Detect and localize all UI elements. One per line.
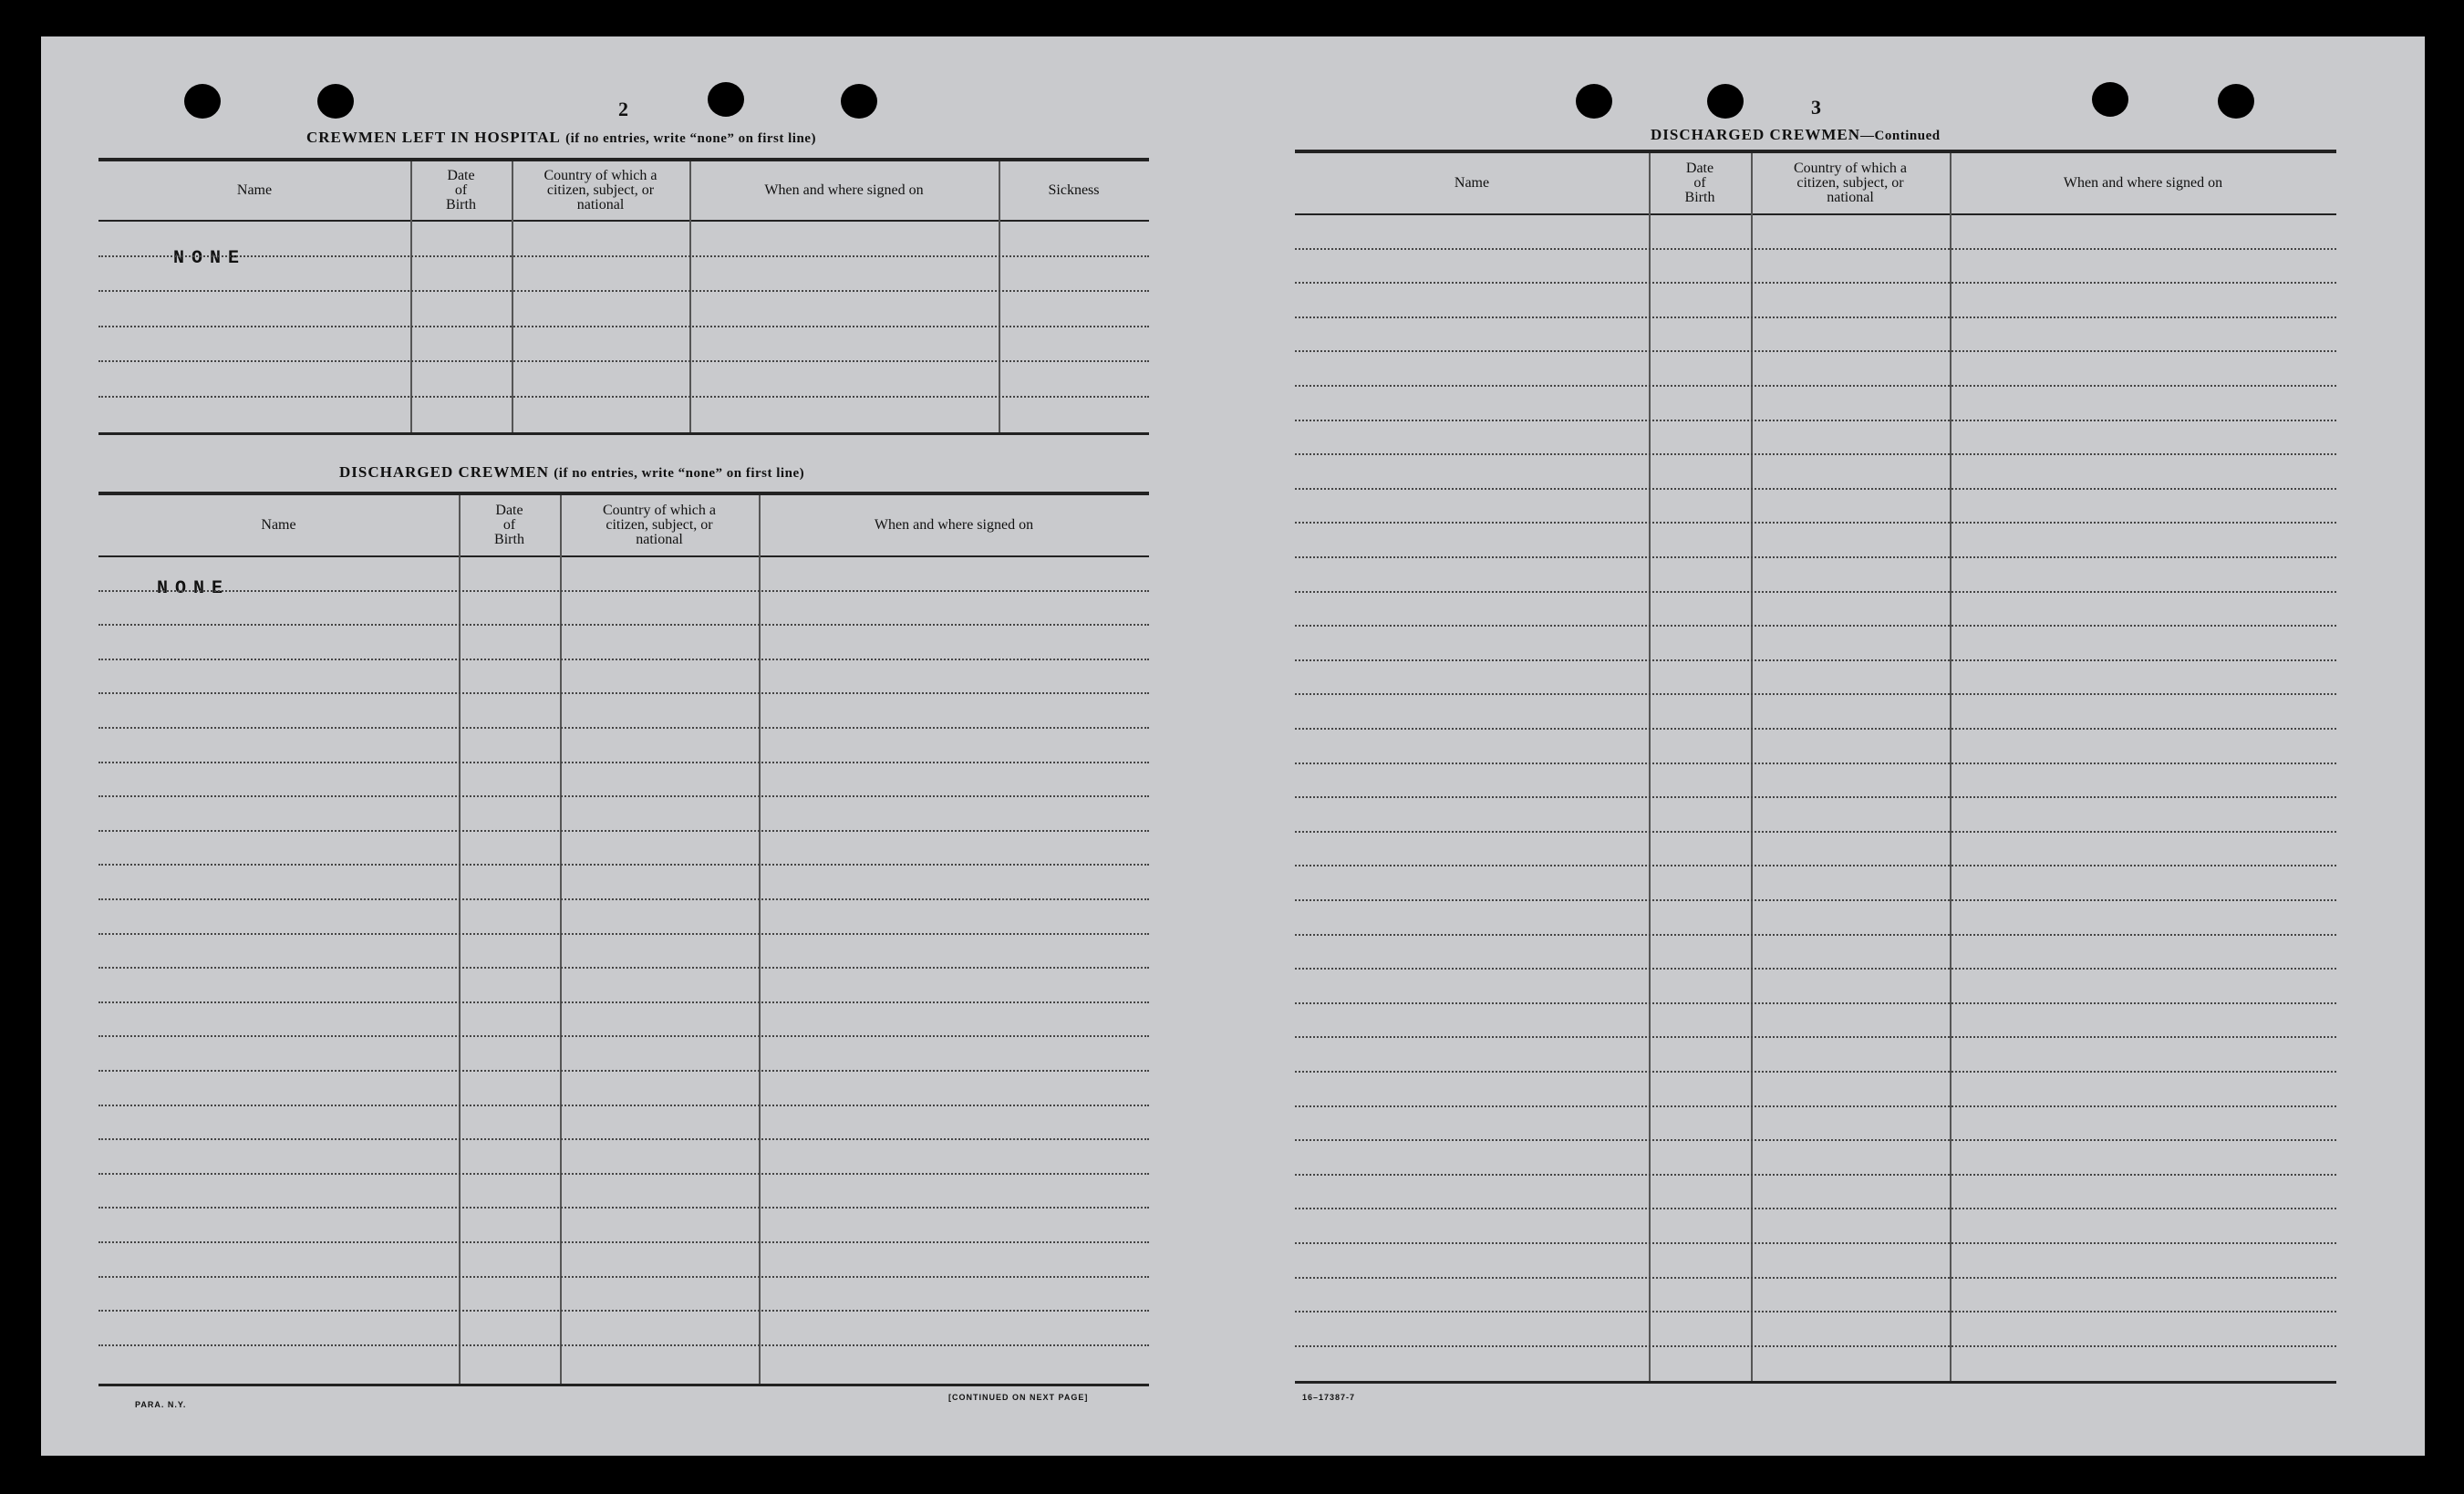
right-row-line xyxy=(1295,796,2336,798)
punch-hole xyxy=(2218,84,2254,119)
right-column-header: Date of Birth xyxy=(1684,161,1715,205)
right-row-line xyxy=(1295,488,2336,490)
discharged-row-line xyxy=(98,933,1149,935)
hospital-row-line xyxy=(98,360,1149,362)
discharged-row-line xyxy=(98,1105,1149,1106)
discharged-top-rule xyxy=(98,492,1149,495)
discharged-row-line xyxy=(98,1207,1149,1209)
punch-hole xyxy=(841,84,877,119)
right-row-line xyxy=(1295,1277,2336,1279)
hospital-title-text: CREWMEN LEFT IN HOSPITAL xyxy=(306,129,561,146)
hospital-column-header: When and where signed on xyxy=(764,182,924,198)
right-footer-form-number: 16–17387-7 xyxy=(1302,1393,1356,1402)
hospital-row-line xyxy=(98,396,1149,398)
discharged-row-line xyxy=(98,692,1149,694)
discharged-first-entry: NONE xyxy=(157,578,231,599)
right-row-line xyxy=(1295,248,2336,250)
right-row-line xyxy=(1295,1345,2336,1347)
hospital-bottom-rule xyxy=(98,432,1149,435)
right-row-line xyxy=(1295,1208,2336,1209)
discharged-row-line xyxy=(98,967,1149,969)
right-row-line xyxy=(1295,1071,2336,1073)
right-column-header: Name xyxy=(1454,175,1490,191)
right-row-line xyxy=(1295,728,2336,730)
discharged-row-line xyxy=(98,1241,1149,1243)
right-row-line xyxy=(1295,453,2336,455)
punch-hole xyxy=(1576,84,1612,119)
right-column-divider xyxy=(1649,153,1651,1381)
discharged-row-line xyxy=(98,1001,1149,1003)
hospital-column-header: Date of Birth xyxy=(446,168,476,213)
discharged-row-line xyxy=(98,864,1149,866)
right-row-line xyxy=(1295,556,2336,558)
right-title-text: DISCHARGED CREWMEN xyxy=(1651,126,1861,143)
right-row-line xyxy=(1295,385,2336,387)
right-row-line xyxy=(1295,1002,2336,1004)
right-column-header: Country of which a citizen, subject, or national xyxy=(1794,161,1907,205)
discharged-column-header: Country of which a citizen, subject, or national xyxy=(603,503,716,547)
discharged-section-title xyxy=(339,463,804,482)
right-row-line xyxy=(1295,1242,2336,1244)
discharged-row-line xyxy=(98,1173,1149,1175)
right-bottom-rule xyxy=(1295,1381,2336,1384)
discharged-title-text: DISCHARGED CREWMEN xyxy=(339,463,550,481)
hospital-column-header: Country of which a citizen, subject, or national xyxy=(544,168,657,213)
discharged-column-divider xyxy=(459,495,461,1384)
hospital-header-rule xyxy=(98,220,1149,222)
discharged-column-header: When and where signed on xyxy=(874,517,1034,533)
hospital-row-line xyxy=(98,326,1149,327)
right-row-line xyxy=(1295,282,2336,284)
right-row-line xyxy=(1295,316,2336,318)
right-row-line xyxy=(1295,865,2336,866)
punch-hole xyxy=(708,82,744,117)
discharged-row-line xyxy=(98,727,1149,729)
right-column-divider xyxy=(1751,153,1753,1381)
hospital-first-entry: NONE xyxy=(173,248,247,269)
discharged-row-line xyxy=(98,762,1149,763)
discharged-column-header: Date of Birth xyxy=(494,503,524,547)
discharged-bottom-rule xyxy=(98,1384,1149,1386)
right-row-line xyxy=(1295,763,2336,764)
right-row-line xyxy=(1295,934,2336,936)
discharged-row-line xyxy=(98,1344,1149,1346)
discharged-row-line xyxy=(98,659,1149,660)
discharged-row-line xyxy=(98,1070,1149,1072)
right-row-line xyxy=(1295,350,2336,352)
punch-hole xyxy=(2092,82,2128,117)
right-column-header: When and where signed on xyxy=(2063,175,2223,191)
discharged-row-line xyxy=(98,898,1149,900)
right-title-suffix: —Continued xyxy=(1860,129,1941,143)
hospital-top-rule xyxy=(98,158,1149,161)
right-row-line xyxy=(1295,420,2336,421)
right-row-line xyxy=(1295,1311,2336,1312)
right-row-line xyxy=(1295,1174,2336,1176)
left-footer-continued: [CONTINUED ON NEXT PAGE] xyxy=(948,1393,1089,1402)
right-row-line xyxy=(1295,522,2336,524)
discharged-column-header: Name xyxy=(261,517,296,533)
punch-hole xyxy=(1707,84,1744,119)
left-footer-printer: PARA. N.Y. xyxy=(135,1400,187,1409)
hospital-title-note: (if no entries, write “none” on first line) xyxy=(565,131,816,146)
discharged-row-line xyxy=(98,795,1149,797)
discharged-row-line xyxy=(98,1138,1149,1140)
punch-hole xyxy=(184,84,221,119)
discharged-row-line xyxy=(98,1310,1149,1312)
right-page-number: 3 xyxy=(1811,96,1821,119)
right-row-line xyxy=(1295,899,2336,901)
discharged-row-line xyxy=(98,590,1149,592)
hospital-row-line xyxy=(98,290,1149,292)
discharged-row-line xyxy=(98,1276,1149,1278)
right-row-line xyxy=(1295,1105,2336,1107)
discharged-row-line xyxy=(98,830,1149,832)
discharged-header-rule xyxy=(98,555,1149,557)
right-row-line xyxy=(1295,625,2336,627)
right-section-title xyxy=(1651,126,1941,144)
right-row-line xyxy=(1295,659,2336,661)
hospital-column-header: Name xyxy=(236,182,273,198)
left-page-number: 2 xyxy=(618,98,628,120)
discharged-row-line xyxy=(98,624,1149,626)
right-row-line xyxy=(1295,831,2336,833)
right-row-line xyxy=(1295,693,2336,695)
right-row-line xyxy=(1295,968,2336,970)
right-header-rule xyxy=(1295,213,2336,215)
hospital-section-title xyxy=(306,129,816,147)
discharged-title-note: (if no entries, write “none” on first line) xyxy=(554,466,805,481)
right-row-line xyxy=(1295,1036,2336,1038)
right-row-line xyxy=(1295,591,2336,593)
discharged-column-divider xyxy=(560,495,562,1384)
discharged-column-divider xyxy=(759,495,761,1384)
right-top-rule xyxy=(1295,150,2336,153)
punch-hole xyxy=(317,84,354,119)
hospital-row-line xyxy=(98,255,1149,257)
discharged-row-line xyxy=(98,1035,1149,1037)
hospital-column-header: Sickness xyxy=(1048,182,1100,198)
right-column-divider xyxy=(1950,153,1952,1381)
right-row-line xyxy=(1295,1139,2336,1141)
